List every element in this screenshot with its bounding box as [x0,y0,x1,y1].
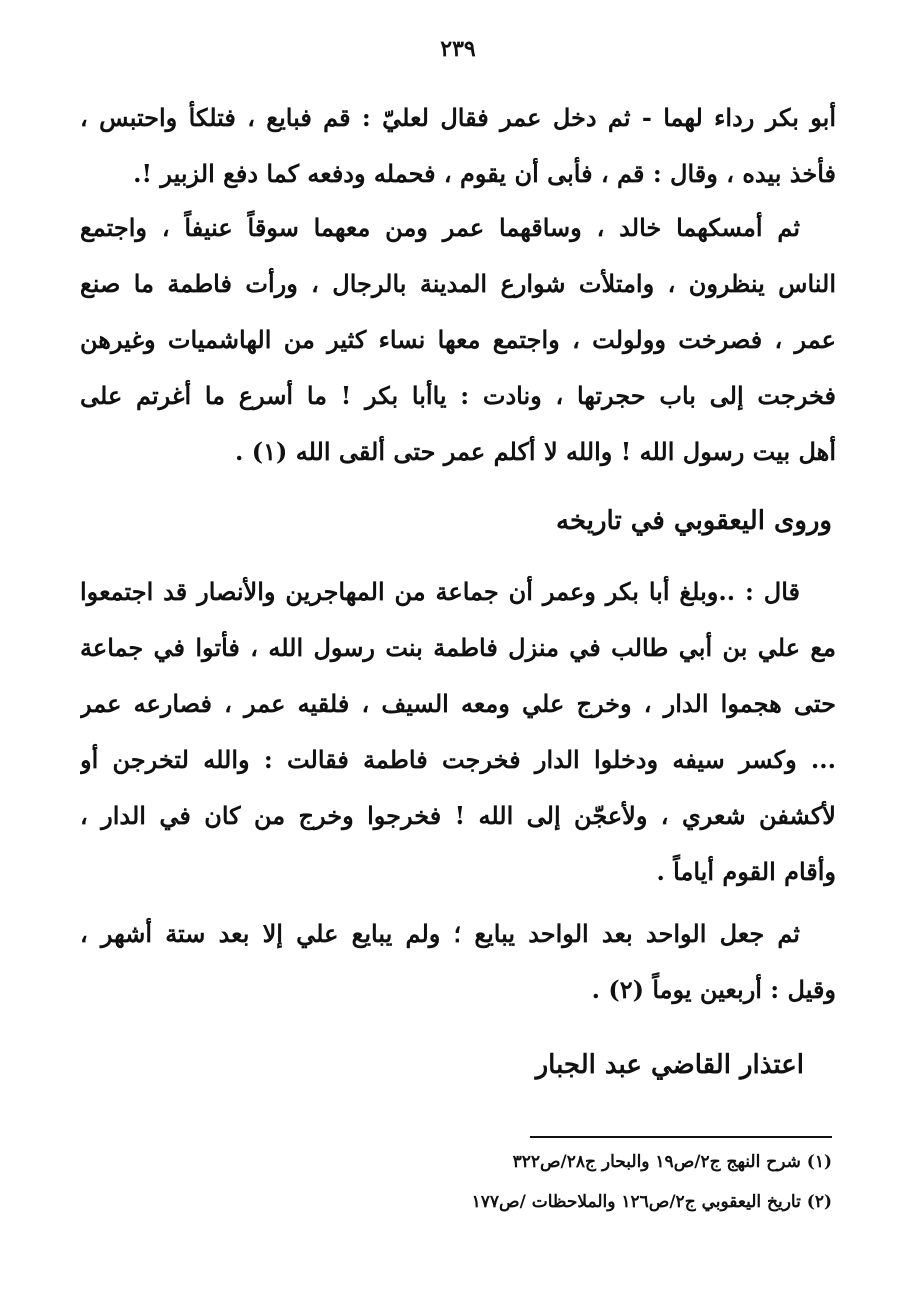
text-line: لأكشفن شعري ، ولأعجّن إلى الله ! فخرجوا وخرج من كان في الدار ، [80,801,836,830]
text-line: فخرجت إلى باب حجرتها ، ونادت : ياأبا بكر ! ما أسرع ما أغرتم على [80,381,836,410]
paragraph-3 [80,564,836,900]
paragraph-1 [80,90,836,202]
text-line: أهل بيت رسول الله ! والله لا أكلم عمر حتى ألقى الله (١) . [235,437,836,466]
text-line: ثم جعل الواحد بعد الواحد يبايع ؛ ولم يبايع علي إلا بعد ستة أشهر ، [80,919,800,948]
paragraph-4 [80,906,836,1018]
page-number: ٢٣٩ [440,36,476,62]
footnote-1: (١) شرح النهج ج٢/ص١٩ والبحار ج٢٨/ص٣٢٢ [512,1152,832,1172]
footnote-2: (٢) تاريخ اليعقوبي ج٢/ص١٢٦ والملاحظات /ص١٧٧ [471,1192,832,1212]
text-line: أبو بكر رداء لهما - ثم دخل عمر فقال لعليّ : قم فبايع ، فتلكأ واحتبس ، [80,103,836,132]
paragraph-2 [80,200,836,480]
text-line: وأقام القوم أياماً . [656,857,836,886]
text-line: مع علي بن أبي طالب في منزل فاطمة بنت رسول الله ، فأتوا في جماعة [80,633,836,662]
text-line: ... وكسر سيفه ودخلوا الدار فخرجت فاطمة فقالت : والله لتخرجن أو [80,745,836,774]
section-heading-qadi: اعتذار القاضي عبد الجبار [535,1050,804,1080]
text-line: الناس ينظرون ، وامتلأت شوارع المدينة بالرجال ، ورأت فاطمة ما صنع [80,269,836,298]
text-line: عمر ، فصرخت وولولت ، واجتمع معها نساء كثير من الهاشميات وغيرهن [80,325,836,354]
section-heading-yaqubi: وروى اليعقوبي في تاريخه [556,506,832,536]
text-line: وقيل : أربعين يوماً (٢) . [591,975,836,1004]
text-line: قال : ..وبلغ أبا بكر وعمر أن جماعة من المهاجرين والأنصار قد اجتمعوا [80,577,800,606]
text-line: حتى هجموا الدار ، وخرج علي ومعه السيف ، فلقيه عمر ، فصارعه عمر [80,689,836,718]
text-line: ثم أمسكهما خالد ، وساقهما عمر ومن معهما سوقاً عنيفاً ، واجتمع [80,213,800,242]
text-line: فأخذ بيده ، وقال : قم ، فأبى أن يقوم ، فحمله ودفعه كما دفع الزبير !. [133,159,836,188]
footnote-divider [530,1136,832,1138]
